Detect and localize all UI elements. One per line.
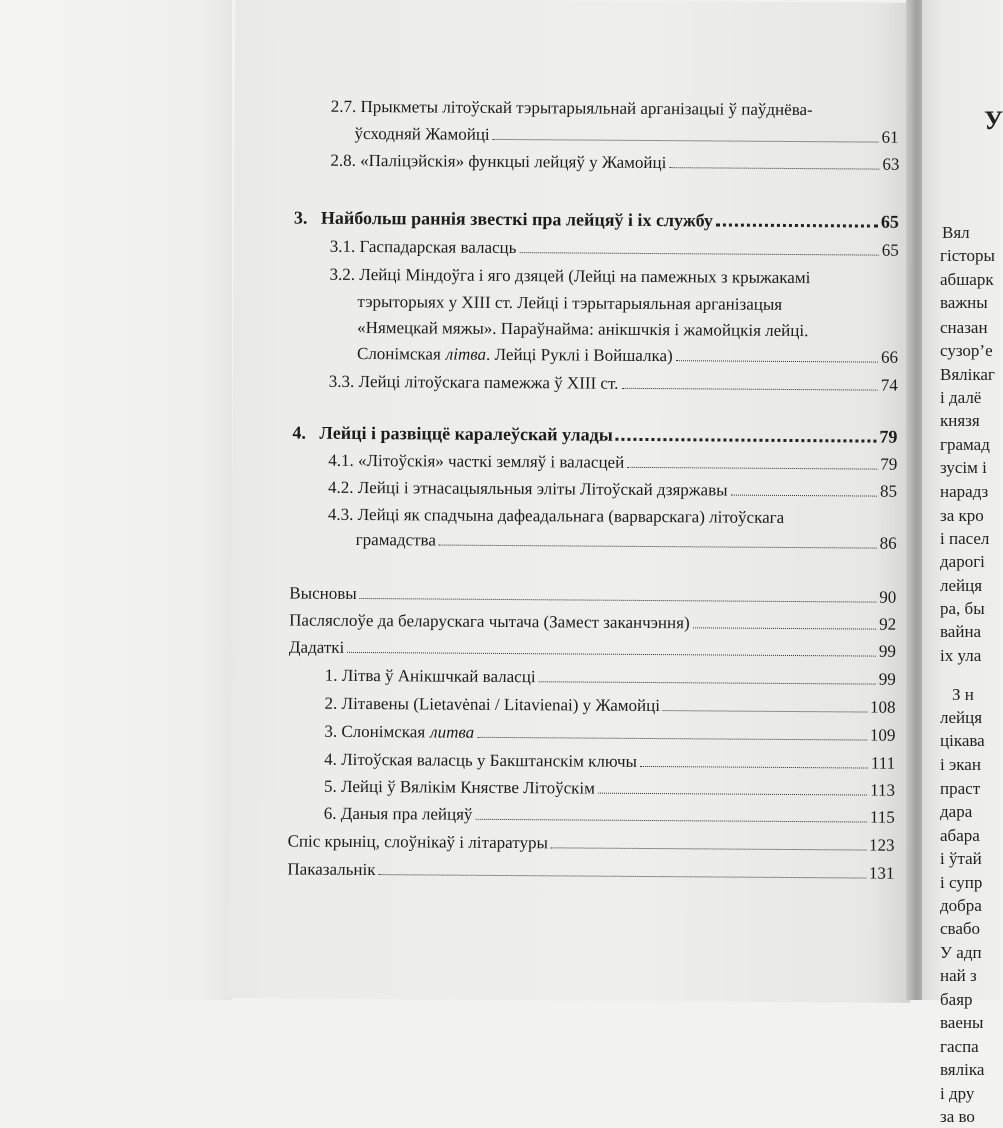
toc-page-number: 111: [870, 753, 896, 773]
facing-page-line: гісторы: [940, 246, 995, 265]
toc-entry: [357, 291, 913, 317]
toc-chapter: [294, 207, 899, 233]
toc-entry-label: Дадаткі: [288, 637, 345, 657]
dot-leader: [539, 681, 876, 684]
toc-page-number: 131: [868, 863, 895, 883]
toc-entry: [330, 150, 899, 176]
toc-entry-label: 4.2. Лейці і этнасацыяльныя эліты Літоўскай дзяржавы: [328, 477, 728, 500]
dot-leader: [519, 252, 878, 256]
facing-page-line: і ўтай: [940, 849, 982, 868]
toc-page-number: 92: [879, 614, 897, 634]
toc-entry-italic: літва: [445, 344, 487, 364]
toc-page-number: 61: [881, 127, 899, 147]
toc-entry: [331, 96, 915, 122]
facing-page-line: і дру: [940, 1084, 975, 1103]
dot-leader: [439, 545, 877, 549]
toc-page-number: 74: [880, 375, 898, 395]
toc-entry-label: 3. Найбольш раннія звесткі пра лейцяў і іх службу: [293, 207, 714, 231]
toc-entry-label: 4. Лейці і развіццё каралеўскай улады: [292, 422, 613, 445]
facing-page-line: лейця: [940, 708, 983, 727]
facing-page-line: і супр: [940, 873, 983, 892]
facing-page-line: най з: [940, 966, 977, 985]
toc-entry: [324, 803, 895, 829]
toc-entry-label: Спіс крыніц, слоўнікаў і літаратуры: [287, 831, 548, 853]
facing-page-line: за во: [940, 1107, 975, 1126]
dot-leader: [731, 495, 877, 497]
facing-page-line: вяліка: [940, 1060, 985, 1079]
toc-page-number: 113: [870, 780, 896, 800]
facing-page-line: важны: [940, 293, 988, 312]
toc-entry-label: . Лейці Руклі і Войшалка): [485, 344, 673, 366]
dot-leader: [493, 139, 879, 143]
dot-leader: [669, 167, 879, 169]
toc-entry-label: 4.3. Лейці як спадчына дафеадальнага (варварскага) літоўскага: [327, 504, 785, 527]
toc-entry-label: ўсходняй Жамойці: [354, 123, 490, 144]
facing-page-line: ваены: [940, 1013, 984, 1032]
dot-leader: [598, 793, 867, 796]
toc-page-number: 79: [880, 454, 898, 474]
dot-leader: [360, 598, 877, 603]
toc-entry-label: Паказальнік: [287, 859, 376, 880]
table-of-contents: [229, 0, 918, 1003]
dot-leader: [716, 223, 878, 227]
facing-page-line: абшарк: [940, 270, 994, 289]
dot-leader: [621, 388, 877, 391]
toc-entry-label: 3.2. Лейці Міндоўга і яго дзяцей (Лейці на памежных з крыжакамі: [329, 264, 811, 288]
dot-leader: [347, 652, 876, 657]
toc-entry-label: 2.7. Прыкметы літоўскай тэрытарыяльнай арганізацыі ў паўднёва-: [330, 96, 813, 120]
toc-entry: [287, 858, 894, 884]
toc-entry: [325, 665, 896, 691]
facing-page-line: лейця: [940, 576, 983, 595]
dot-leader: [551, 847, 866, 850]
toc-entry-label: 3. Слонімская: [324, 721, 426, 742]
toc-page-number: 66: [880, 347, 899, 367]
dot-leader: [475, 819, 866, 823]
facing-page-heading: У: [984, 106, 1003, 135]
dot-leader: [676, 360, 878, 362]
toc-entry: [289, 636, 896, 662]
facing-page-line: зусім і: [940, 458, 987, 477]
facing-page-line: гаспа: [940, 1037, 979, 1056]
toc-page-number: 123: [869, 835, 895, 855]
toc-entry-label: 2. Літавены (Lietavėnai / Litavienai) у Жамойці: [324, 693, 661, 716]
toc-entry-label: Слонімская: [356, 343, 441, 364]
dot-leader: [378, 874, 865, 878]
facing-page-line: нарадз: [940, 482, 989, 501]
toc-page-number: 90: [879, 587, 897, 607]
dot-leader: [693, 627, 877, 629]
toc-page-number: 79: [879, 426, 898, 447]
dot-leader: [477, 737, 867, 741]
toc-entry: [289, 582, 896, 608]
toc-entry-label: 6. Даныя пра лейцяў: [323, 803, 473, 824]
toc-entry: [328, 477, 897, 503]
facing-page-line: і экан: [940, 755, 981, 774]
toc-page-number: 108: [869, 697, 896, 717]
facing-page-line: Вялікаг: [940, 365, 995, 384]
toc-chapter: [292, 422, 897, 448]
toc-entry: [324, 749, 895, 775]
facing-page-line: ра, бы: [940, 599, 985, 618]
toc-entry-label: 5. Лейці ў Вялікім Княстве Літоўскім: [323, 776, 595, 798]
toc-entry-label: Высновы: [289, 583, 357, 603]
toc-entry-label: тэрыторыях у ХІІІ ст. Лейці і тэрытарыяльная арганізацыя: [357, 291, 783, 314]
facing-page-line: іх ула: [940, 646, 982, 665]
toc-entry: [328, 450, 897, 476]
facing-page-line: за кро: [940, 506, 984, 525]
toc-entry-label: «Нямецкай мяжы». Параўнайма: анікшчкія і жамойцкія лейці.: [357, 317, 809, 341]
toc-entry: [354, 123, 898, 149]
toc-page-number: 86: [879, 533, 897, 553]
background-left: [0, 0, 232, 1000]
facing-page-line: сназан: [940, 318, 988, 337]
facing-page-line: свабо: [940, 919, 981, 938]
toc-entry: [356, 529, 897, 555]
facing-page-line: сузор’е: [940, 341, 993, 360]
facing-page-line: цікава: [940, 731, 985, 750]
toc-entry-label: 1. Літва ў Анікшчкай валасці: [324, 665, 536, 687]
toc-page-number: 85: [880, 481, 898, 501]
facing-page-line: вайна: [940, 622, 982, 641]
toc-entry: [329, 371, 898, 397]
toc-page-number: 99: [878, 641, 897, 661]
toc-entry: [357, 343, 898, 369]
toc-entry: [330, 236, 899, 262]
facing-page-line: У адп: [940, 943, 982, 962]
toc-entry-label: 4. Літоўская валасць у Бакштанскім ключы: [324, 749, 638, 771]
facing-page-line: праст: [940, 779, 981, 798]
facing-page-line: дара: [940, 802, 973, 821]
toc-page-number: 109: [869, 725, 896, 745]
toc-entry: [324, 721, 895, 747]
toc-entry-label: 3.1. Гаспадарская валасць: [329, 236, 517, 258]
facing-page-line: і далё: [940, 388, 982, 407]
dot-leader: [663, 710, 867, 712]
facing-page: [922, 0, 1003, 1126]
toc-entry-italic: литва: [430, 722, 475, 742]
facing-page-line: З н: [952, 685, 974, 704]
toc-entry: [288, 830, 895, 856]
book-page: [229, 0, 918, 1003]
toc-entry-label: 4.1. «Літоўскія» часткі земляў і валасцей: [328, 450, 625, 472]
toc-page-number: 115: [869, 807, 895, 827]
facing-page-line: Вял: [942, 223, 970, 242]
facing-page-line: грамад: [940, 435, 990, 454]
toc-entry-label: 2.8. «Паліцэйскія» функцыі лейцяў у Жамойці: [330, 150, 667, 173]
dot-leader: [616, 438, 877, 443]
toc-page-number: 63: [882, 154, 900, 174]
facing-page-line: і пасел: [940, 529, 990, 548]
toc-entry: [289, 609, 896, 635]
toc-entry: [357, 317, 913, 343]
toc-page-number: 99: [878, 669, 896, 689]
facing-page-line: баяр: [940, 990, 973, 1009]
toc-entry-label: грамадства: [355, 529, 436, 550]
facing-page-line: князя: [940, 411, 980, 430]
toc-entry: [324, 776, 895, 802]
toc-entry-label: Пасляслоўе да беларускага чытача (Замест заканчэння): [289, 610, 690, 633]
toc-entry-label: 3.3. Лейці літоўскага памежжа ў ХІІІ ст.: [328, 371, 619, 393]
dot-leader: [640, 766, 868, 769]
facing-page-line: добра: [940, 896, 982, 915]
toc-page-number: 65: [880, 211, 900, 232]
dot-leader: [627, 467, 877, 470]
toc-entry: [329, 264, 913, 290]
toc-entry: [324, 693, 895, 719]
facing-page-line: дарогі: [940, 552, 985, 571]
toc-page-number: 65: [881, 240, 899, 260]
facing-page-line: абара: [940, 826, 980, 845]
toc-entry: [328, 504, 912, 530]
